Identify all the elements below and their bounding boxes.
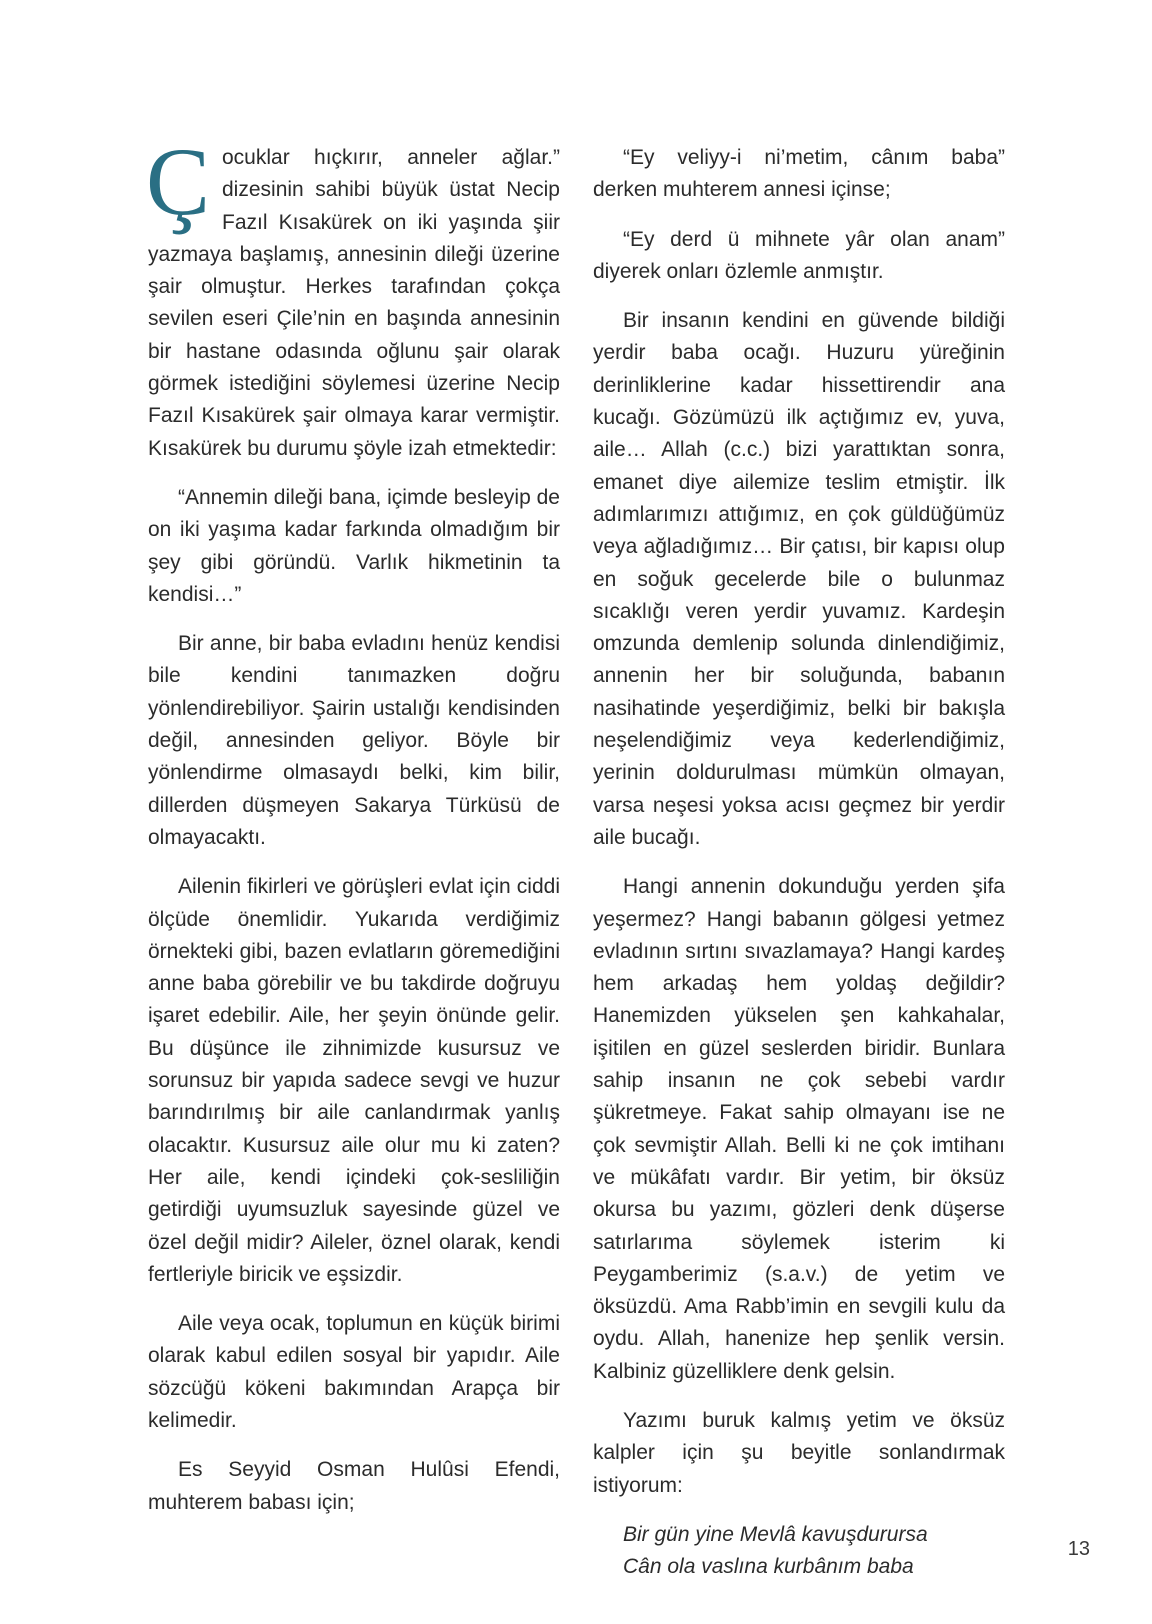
opening-paragraph <box>146 128 560 465</box>
body-paragraph: Bir anne, bir baba evladını henüz kendisi bile kendini tanımazken doğru yönlendirebiliyor. Şairin ustalığı kendisinden değil, annesinden geliyor. Böyle bir yönlendirme olmasaydı belki, kim bilir, dillerden düşmeyen Sakarya Türküsü de olmayacaktı. <box>148 632 560 849</box>
body-paragraph: Hangi annenin dokunduğu yerden şifa yeşermez? Hangi babanın gölgesi yetmez evladının sırtını sıvazlamaya? Hangi kardeş hem arkadaş hem yoldaş değildir? Hanemizden yükselen şen kahkahalar, işitilen en güzel seslerden biridir. Bunlara sahip insanın ne çok sebebi vardır şükretmeye. Fakat sahip olmayanı ise ne çok sevmiştir Allah. Belli ki ne çok imtihanı ve mükâfatı vardır. Bir yetim, bir öksüz okursa bu yazımı, gözleri denk düşerse satırlarıma söylemek isterim ki Peygamberimiz (s.a.v.) de yetim ve öksüzdü. Ama Rabb’imin en sevgili kulu da oydu. Allah, hanenize hep şenlik versin. Kalbiniz güzelliklere denk gelsin. <box>593 875 1005 1383</box>
verse-line: Cân ola vaslına kurbânım baba <box>623 1555 914 1579</box>
verse-line: Bir gün yine Mevlâ kavuşdurursa <box>623 1522 928 1546</box>
drop-cap: Ç <box>146 128 211 235</box>
body-paragraph: Bir insanın kendini en güvende bildiği yerdir baba ocağı. Huzuru yüreğinin derinliklerine kadar hissettirendir ana kucağı. Gözümüzü ilk açtığımız ev, yuva, aile… Allah (c.c.) bizi yarattıktan sonra, emanet diye ailemize teslim etmiştir. İlk adımlarımızı attığımız, en çok güldüğümüz veya ağladığımız… Bir çatısı, bir kapısı olup en soğuk gecelerde bile o bulunmaz sıcaklığı veren yerdir yuvamız. Kardeşin omzunda demlenip solunda dinlendiğimiz, annenin her bir soluğunda, babanın nasihatinde yeşerdiğimiz, belki bir bakışla neşelendiğimiz veya kederlendiğimiz, yerinin doldurulması mümkün olmayan, varsa neşesi yoksa acısı geçmez bir yerdir aile bucağı. <box>593 309 1005 849</box>
body-paragraph: Yazımı buruk kalmış yetim ve öksüz kalpler için şu beyitle sonlandırmak istiyorum: <box>593 1408 1005 1497</box>
opening-paragraph-text: ocuklar hıçkırır, anneler ağlar.” dizesinin sahibi büyük üstat Necip Fazıl Kısakürek on iki yaşında şiir yazmaya başlamış, annesinin dileği üzerine şair olmuştur. Herkes tarafından çokça sevilen eseri Çile’nin en başında annesinin bir hastane odasında oğlunu şair olarak görmek istediğini söylemesi üzerine Necip Fazıl Kısakürek şair olmaya karar vermiştir. Kısakürek bu durumu şöyle izah etmektedir: <box>148 146 560 460</box>
quote-paragraph: “Annemin dileği bana, içimde besleyip de on iki yaşıma kadar farkında olmadığım bir şey gibi göründü. Varlık hikmetinin ta kendisi…” <box>148 485 560 606</box>
left-column <box>146 128 560 1536</box>
body-paragraph: Aile veya ocak, toplumun en küçük birimi olarak kabul edilen sosyal bir yapıdır. Aile sözcüğü kökeni bakımından Arapça bir kelimedir. <box>148 1312 560 1432</box>
body-paragraph: “Ey derd ü mihnete yâr olan anam” diyerek onları özlemle anmıştır. <box>593 227 1005 283</box>
closing-verse <box>593 1519 1005 1584</box>
body-paragraph: “Ey veliyy-i ni’metim, cânım baba” derken muhterem annesi içinse; <box>593 146 1005 202</box>
right-column <box>593 142 1005 1583</box>
page-number: 13 <box>1067 1538 1090 1560</box>
body-paragraph: Ailenin fikirleri ve görüşleri evlat için ciddi ölçüde önemlidir. Yukarıda verdiğimiz örnekteki gibi, bazen evlatların göremediğini anne baba görebilir ve bu takdirde doğruyu işaret edebilir. Aile, her şeyin önünde gelir. Bu düşünce ile zihnimizde kusursuz ve sorunsuz bir yapıda sadece sevgi ve huzur barındırılmış bir aile canlandırmak yanlış olacaktır. Kusursuz aile olur mu ki zaten? Her aile, kendi içindeki çok-sesliliğin getirdiği uyumsuzluk sayesinde güzel ve özel değil midir? Aileler, öznel olarak, kendi fertleriyle biricik ve eşsizdir. <box>148 875 560 1286</box>
body-paragraph: Es Seyyid Osman Hulûsi Efendi, muhterem babası için; <box>148 1458 560 1514</box>
